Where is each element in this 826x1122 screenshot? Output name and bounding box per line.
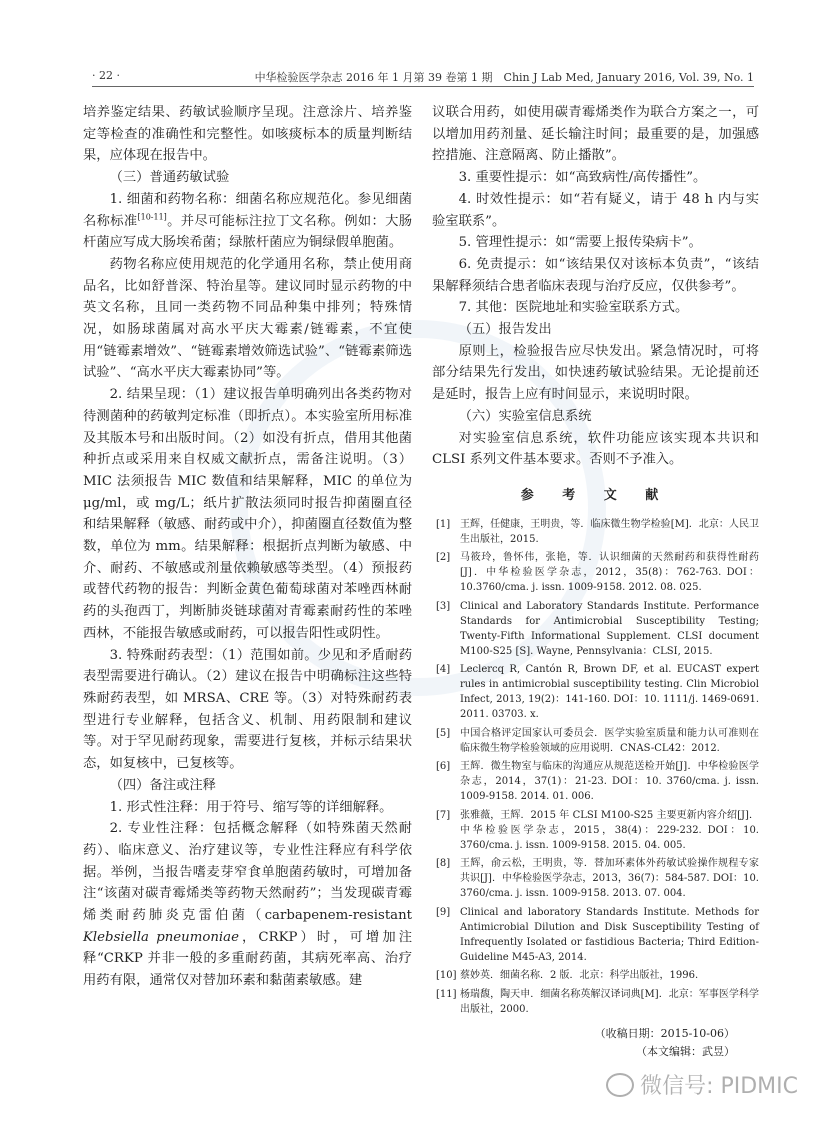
journal-info: 中华检验医学杂志 2016 年 1 月第 39 卷第 1 期 Chin J Lab Med, January 2016, Vol. 39, No. 1 [254, 71, 754, 84]
reference-text: Leclercq R, Cantón R, Brown DF, et al. EUCAST expert rules in antimicrobial susceptibility testing. Clin Microbiol Infect, 2013, 19(2)：141-160. DOI：10. 1111/j. 1469-0691. 2011. 03703. x. [460, 664, 759, 721]
reference-item [432, 905, 759, 965]
paragraph: 1. 形式性注释：用于符号、缩写等的详细解释。 [109, 799, 393, 815]
page-number: · 22 · [92, 69, 120, 82]
reference-item [432, 517, 759, 547]
paragraph [83, 189, 412, 254]
right-column [432, 102, 759, 1061]
reference-number: [10] [436, 970, 457, 982]
section-heading-6: （六）实验室信息系统 [458, 408, 592, 424]
reference-list [432, 517, 759, 1017]
reference-number: [3] [436, 600, 451, 612]
paragraph: 培养鉴定结果、药敏试验顺序呈现。注意涂片、培养鉴定等检查的准确性和完整性。如咳痰标本的质量判断结果，应体现在报告中。 [83, 105, 412, 164]
paragraph-text: 。并尽可能标注拉丁文名称。例如：大肠杆菌应写成大肠埃希菌；绿脓杆菌应为铜绿假单胞菌。 [83, 213, 413, 251]
editor-credit: （本文编辑：武昱） [636, 1044, 735, 1058]
reference-text: 杨瑞馥，陶天申．细菌名称英解汉译词典[M]．北京：军事医学科学出版社，2000. [460, 988, 759, 1015]
paragraph: 3. 重要性提示：如“高致病性/高传播性”。 [458, 170, 707, 186]
reference-text: 中国合格评定国家认可委员会．医学实验室质量和能力认可准则在临床微生物学检验领域的应用说明．CNAS-CL42：2012. [460, 727, 759, 754]
paragraph: 3. 特殊耐药表型：（1）范围如前。少见和矛盾耐药表型需要进行确认。（2）建议在报告中明确标注这些特殊耐药表型，如 MRSA、CRE 等。（3）对特殊耐药表型进行专业解释，包括含义、机制、用药限制和建议等。对于罕见耐药现象，需要进行复核，并标示结果状态，如复核中，已复核等。 [83, 647, 412, 772]
reference-number: [1] [436, 518, 451, 530]
paragraph: 7. 其他：医院地址和实验室联系方式。 [458, 300, 689, 316]
reference-text: 王辉．微生物室与临床的沟通应从规范送检开始[J]．中华检验医学杂志，2014，37(1)：21-23. DOI：10. 3760/cma. j. issn. 1009-9158. 2014. 01. 006. [460, 761, 759, 803]
reference-number: [4] [436, 664, 451, 676]
reference-number: [2] [436, 552, 451, 564]
reference-item [432, 662, 759, 722]
wechat-icon [606, 1073, 634, 1097]
paragraph-text: ，CRKP）时，可增加注释“CRKP 并非一般的多重耐药菌，其病死率高、治疗用药有限，通常仅对替加环素和黏菌素敏感。建 [83, 929, 412, 989]
wechat-id: 微信号: PIDMIC [640, 1074, 798, 1099]
reference-item [432, 987, 759, 1017]
article-dates [432, 1025, 759, 1061]
reference-number: [8] [436, 858, 451, 870]
reference-number: [9] [436, 906, 451, 918]
left-column [83, 102, 412, 992]
paragraph: 对实验室信息系统，软件功能应该实现本共识和 CLSI 系列文件基本要求。否则不予准入。 [432, 430, 759, 468]
reference-item [432, 726, 759, 756]
paragraph: 原则上，检验报告应尽快发出。紧急情况时，可将部分结果先行发出，如快速药敏试验结果。无论提前还是延时，报告上应有时间显示，来说明时限。 [432, 343, 759, 403]
paragraph-text: 2. 专业性注释：包括概念解释（如特殊菌天然耐药）、临床意义、治疗建议等，专业性注释应有科学依据。举例，当报告嗜麦芽窄食单胞菌药敏时，可增加备注“该菌对碳青霉烯类等药物天然耐药”；当发现碳青霉烯类耐药肺炎克雷伯菌（carbapenem-resistant [83, 821, 412, 924]
species-name: Klebsiella pneumoniae [83, 929, 239, 945]
wechat-watermark [606, 1069, 798, 1100]
reference-text: 张雅薇，王辉．2015 年 CLSI M100-S25 主要更新内容介绍[J]．中华检验医学杂志，2015，38(4)：229-232. DOI：10. 3760/cma. j. issn. 1009-9158. 2015. 04. 005. [460, 809, 759, 851]
reference-item [432, 599, 759, 659]
reference-text: 王辉，任健康，王明贵，等．临床微生物学检验[M]．北京：人民卫生出版社，2015. [460, 518, 759, 545]
reference-text: 马筱玲，鲁怀伟，张艳，等．认识细菌的天然耐药和获得性耐药[J]．中华检验医学杂志，2012，35(8)：762-763. DOI：10.3760/cma. j. issn. 1009-9158. 2012. 08. 025. [460, 552, 759, 594]
running-header [92, 66, 754, 87]
paragraph [83, 818, 412, 992]
reference-item [432, 759, 759, 804]
paragraph: 议联合用药，如使用碳青霉烯类作为联合方案之一，可以增加用药剂量、延长输注时间；最重要的是，加强感控措施、注意隔离、防止播散”。 [432, 105, 759, 164]
reference-number: [5] [436, 727, 451, 739]
paragraph: 5. 管理性提示：如“需要上报传染病卡”。 [458, 235, 702, 251]
references-title: 参 考 文 献 [520, 487, 671, 503]
section-heading-5: （五）报告发出 [458, 322, 552, 338]
paragraph: 2. 结果呈现：（1）建议报告单明确列出各类药物对待测菌种的药敏判定标准（即折点）。本实验室所用标准及其版本号和出版时间。（2）如没有折点，借用其他菌种折点或采用来自权威文献折点，需备注说明。（3）MIC 法须报告 MIC 数值和结果解释，MIC 的单位为 μg/ml，或 mg/L；纸片扩散法须同时报告抑菌圈直径和结果解释（敏感、耐药或中介），抑菌圈直径数值为整数，单位为 mm。结果解释：根据折点判断为敏感、中介、耐药、不敏感或剂量依赖敏感等类型。（4）预报药或替代药物的报告：判断金黄色葡萄球菌对苯唑西林耐药的头孢西丁，判断肺炎链球菌对青霉素耐药性的苯唑西林，不能报告敏感或耐药，可以报告阳性或阴性。 [83, 387, 412, 641]
citation-marker: [10-11] [137, 212, 167, 222]
reference-item [432, 808, 759, 853]
paragraph-text: 1. 细菌和药物名称：细菌名称应规范化。参见细菌名称标准 [83, 191, 412, 229]
paragraph: 4. 时效性提示：如“若有疑义，请于 48 h 内与实验室联系”。 [432, 191, 759, 229]
received-date: （收稿日期：2015-10-06） [594, 1026, 735, 1040]
reference-item [432, 856, 759, 901]
paragraph: 药物名称应使用规范的化学通用名称，禁止使用商品名，比如舒普深、特治星等。建议同时显示药物的中英文名称，且同一类药物不同品种集中排列；特殊情况，如肠球菌属对高水平庆大霉素/链霉素，不宜使用“链霉素增效”、“链霉素增效筛选试验”、“链霉素筛选试验”、“高水平庆大霉素协同”等。 [83, 256, 412, 381]
reference-item [432, 550, 759, 595]
reference-number: [7] [436, 809, 451, 821]
reference-text: 蔡妙英．细菌名称．2 版．北京：科学出版社，1996. [460, 970, 699, 982]
reference-number: [6] [436, 761, 451, 773]
section-heading-3: （三）普通药敏试验 [109, 170, 230, 186]
section-heading-4: （四）备注或注释 [109, 777, 216, 793]
reference-item [432, 968, 759, 983]
reference-text: Clinical and Laboratory Standards Institute. Performance Standards for Antimicrobial Susceptibility Testing; Twenty-Fifth Informational Supplement. CLSI document M100-S25 [S]. Wayne, Pennsylvania：CLSI, 2015. [460, 600, 759, 657]
paragraph: 6. 免责提示：如“该结果仅对该标本负责”，“该结果解释须结合患者临床表现与治疗反应，仅供参考”。 [432, 256, 759, 294]
reference-number: [11] [436, 988, 457, 1000]
reference-text: 王辉，俞云松，王明贵，等．替加环素体外药敏试验操作规程专家共识[J]．中华检验医学杂志，2013，36(7)：584-587. DOI：10. 3760/cma. j. issn. 1009-9158. 2013. 07. 004. [460, 858, 759, 900]
reference-text: Clinical and laboratory Standards Institute. Methods for Antimicrobial Dilution and Disk Susceptibility Testing of Infrequently Isolated or fastidious Bacteria; Third Edition-Guideline M45-A3, 2014. [460, 906, 759, 963]
